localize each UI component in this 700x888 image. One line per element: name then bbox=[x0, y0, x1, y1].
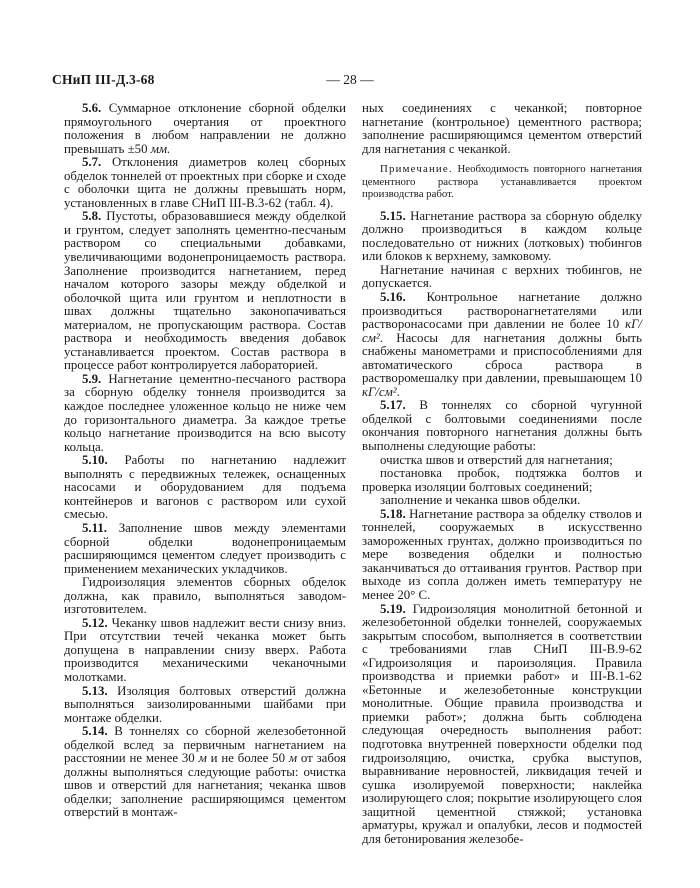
clause-number: 5.19. bbox=[380, 601, 406, 616]
paragraph-text: Нагнетание раствора за обделку стволов и тоннелей, сооружаемых в искусственно замороженных грунтах, должно производиться по мере возведения обделки и полностью заканчиваться до оттаивания грунтов. Раствор при выходе из сопла должен иметь температуру не менее 20° С. bbox=[362, 506, 642, 602]
paragraph-5-18 bbox=[362, 508, 642, 603]
paragraph-5-11-continued: Гидроизоляция элементов сборных обделок должна, как правило, выполняться заводом-изготовителем. bbox=[64, 575, 346, 617]
clause-number: 5.18. bbox=[380, 506, 406, 521]
paragraph-text: В тоннелях со сборной чугунной обделкой с болтовыми соединениями после окончания повторного нагнетания должны быть выполнены следующие работы: bbox=[362, 398, 642, 453]
paragraph-5-17 bbox=[362, 399, 642, 453]
note-text: Необходимость повторного нагнетания цементного раствора устанавливается проектом производства работ. bbox=[362, 163, 642, 201]
clause-number: 5.13. bbox=[82, 683, 108, 698]
list-item: очистка швов и отверстий для нагнетания; bbox=[380, 452, 613, 467]
paragraph-text: Пустоты, образовавшиеся между обделкой и грунтом, следует заполнять цементно-песчаным раствором со специальными добавками, увеличивающими водонепроницаемость раствора. Заполнение производится нагнетанием, перед началом которого зазоры между обделкой и оболочкой щита или грунтом и неплотности в швах должны тщательно законопачиваться материалом, не пропускающим раствора. Состав раствора и необходимость введения добавок устанавливается проектом. Состав раствора в процессе работ контролируется лабораторией. bbox=[64, 209, 346, 373]
clause-number: 5.16. bbox=[380, 289, 406, 304]
paragraph-text: Изоляция болтовых отверстий должна выполняться заизолированными шайбами при монтаже обделки. bbox=[64, 683, 346, 725]
clause-number: 5.7. bbox=[82, 155, 102, 170]
paragraph-5-7 bbox=[64, 156, 346, 210]
paragraph-text: В тоннелях со сборной железобетонной обделкой вслед за первичным нагнетанием на расстоянии не менее 30 bbox=[64, 724, 346, 766]
paragraph-text: Нагнетание цементно-песчаного раствора за сборную обделку тоннеля производится за каждое последнее уложенное кольцо не ниже чем до горизонтального диаметра. За каждое третье кольцо нагнетание производится на всю высоту кольца. bbox=[64, 371, 346, 454]
clause-number: 5.11. bbox=[82, 520, 107, 535]
right-column bbox=[362, 102, 642, 846]
paragraph-5-6 bbox=[64, 102, 346, 156]
document-code: СНиП III-Д.3-68 bbox=[52, 72, 155, 87]
paragraph-text: от забоя должны выполняться следующие работы: очистка швов и отверстий для нагнетания; чеканка швов обделки; заполнение расширяющимся цементом отверстий в монтаж- bbox=[64, 751, 346, 820]
note-label: Примечание. bbox=[380, 163, 453, 176]
paragraph-text: и не более 50 bbox=[206, 751, 289, 766]
unit: кГ/см² bbox=[362, 317, 642, 345]
paragraph-text: Гидроизоляция монолитной бетонной и железобетонной обделки тоннелей, сооружаемых закрытым способом, выполняется в соответствии с требованиями глав СНиП III-В.9-62 «Гидроизоляция и пароизоляция. Правила производства и приемки работ» и III-В.1-62 «Бетонные и железобетонные конструкции монолитные. Общие правила производства и приемки работ»; должна быть соблюдена следующая очередность выполнения работ: подготовка внутренней поверхности обделки под гидроизоляцию, очистка, срубка выступов, выравнивание неровностей, ликвидация течей и сушка изолируемой поверхности; наклейка изолирующего слоя; покрытие изолирующего слоя защитной цементной стяжкой; установка арматуры, кружал и опалубки, лесов и подмостей для бетонирования железобе- bbox=[362, 601, 642, 846]
clause-number: 5.8. bbox=[82, 209, 102, 224]
clause-number: 5.9. bbox=[82, 371, 102, 386]
left-column bbox=[64, 102, 346, 820]
paragraph-5-19 bbox=[362, 603, 642, 847]
paragraph-5-15 bbox=[362, 210, 642, 264]
paragraph-5-9 bbox=[64, 373, 346, 454]
clause-number: 5.12. bbox=[82, 615, 108, 630]
paragraph-text: Работы по нагнетанию надлежит выполнять с передвижных тележек, оснащенных насосами и оборудованием для подъема контейнеров и вагонов с раствором или сухой смесью. bbox=[64, 453, 346, 522]
paragraph-text: Заполнение швов между элементами сборной обделки водонепроницаемым расширяющимся цементом следует производить с применением механических укладчиков. bbox=[64, 520, 346, 576]
clause-number: 5.10. bbox=[82, 453, 108, 468]
clause-number: 5.14. bbox=[82, 724, 108, 739]
paragraph-text: Чеканку швов надлежит вести снизу вниз. При отсутствии течей чеканка может быть допущена в направлении снизу вверх. Работа производится механическими чеканочными молотками. bbox=[64, 615, 346, 684]
unit: мм. bbox=[150, 141, 171, 156]
list-item: заполнение и чеканка швов обделки. bbox=[380, 493, 581, 508]
paragraph-5-10 bbox=[64, 454, 346, 522]
paragraph-5-8 bbox=[64, 210, 346, 373]
paragraph-5-16 bbox=[362, 291, 642, 399]
paragraph-text: . Насосы для нагнетания должны быть снабжены манометрами и приспособлениями для автоматического сброса раствора в растворомешалку при давлении, превышающем 10 bbox=[362, 330, 642, 386]
paragraph-5-13 bbox=[64, 685, 346, 726]
paragraph-text: Отклонения диаметров колец сборных обделок тоннелей от проектных при сборке и сходе с оболочки щита не должны превышать норм, установленных в главе СНиП III-В.3-62 (табл. 4). bbox=[64, 155, 346, 210]
paragraph-5-14-continued: ных соединениях с чеканкой; повторное нагнетание (контрольное) цементного раствора; заполнение расширяющимся цементом отверстий для нагнетания с чеканкой. bbox=[362, 101, 642, 156]
page-number: — 28 — bbox=[326, 72, 374, 87]
paragraph-text: Нагнетание раствора за сборную обделку должно производиться в каждом кольце последовательно от нижних (лотковых) тюбингов или блоков к верхнему, замковому. bbox=[362, 208, 642, 264]
unit: м bbox=[198, 751, 207, 766]
clause-number: 5.15. bbox=[380, 208, 406, 223]
clause-number: 5.6. bbox=[82, 101, 102, 115]
paragraph-5-14 bbox=[64, 725, 346, 820]
paragraph-5-15-continued: Нагнетание начиная с верхних тюбингов, не допускается. bbox=[362, 262, 642, 291]
paragraph-5-11 bbox=[64, 522, 346, 576]
clause-number: 5.17. bbox=[380, 398, 406, 413]
note bbox=[362, 163, 642, 201]
paragraph-text: Суммарное отклонение сборной обделки прямоугольного очертания от проектного положения в любом направлении не должно превышать ±50 bbox=[64, 101, 346, 156]
paragraph-text: Контрольное нагнетание должно производиться растворонагнетателями или растворонасосами при давлении не более 10 bbox=[362, 289, 642, 332]
unit: кГ/см² bbox=[362, 384, 397, 399]
paragraph-text: . bbox=[396, 384, 400, 399]
unit: м bbox=[288, 751, 298, 766]
paragraph-5-12 bbox=[64, 617, 346, 685]
list-item: постановка пробок, подтяжка болтов и проверка изоляции болтовых соединений; bbox=[362, 466, 642, 494]
